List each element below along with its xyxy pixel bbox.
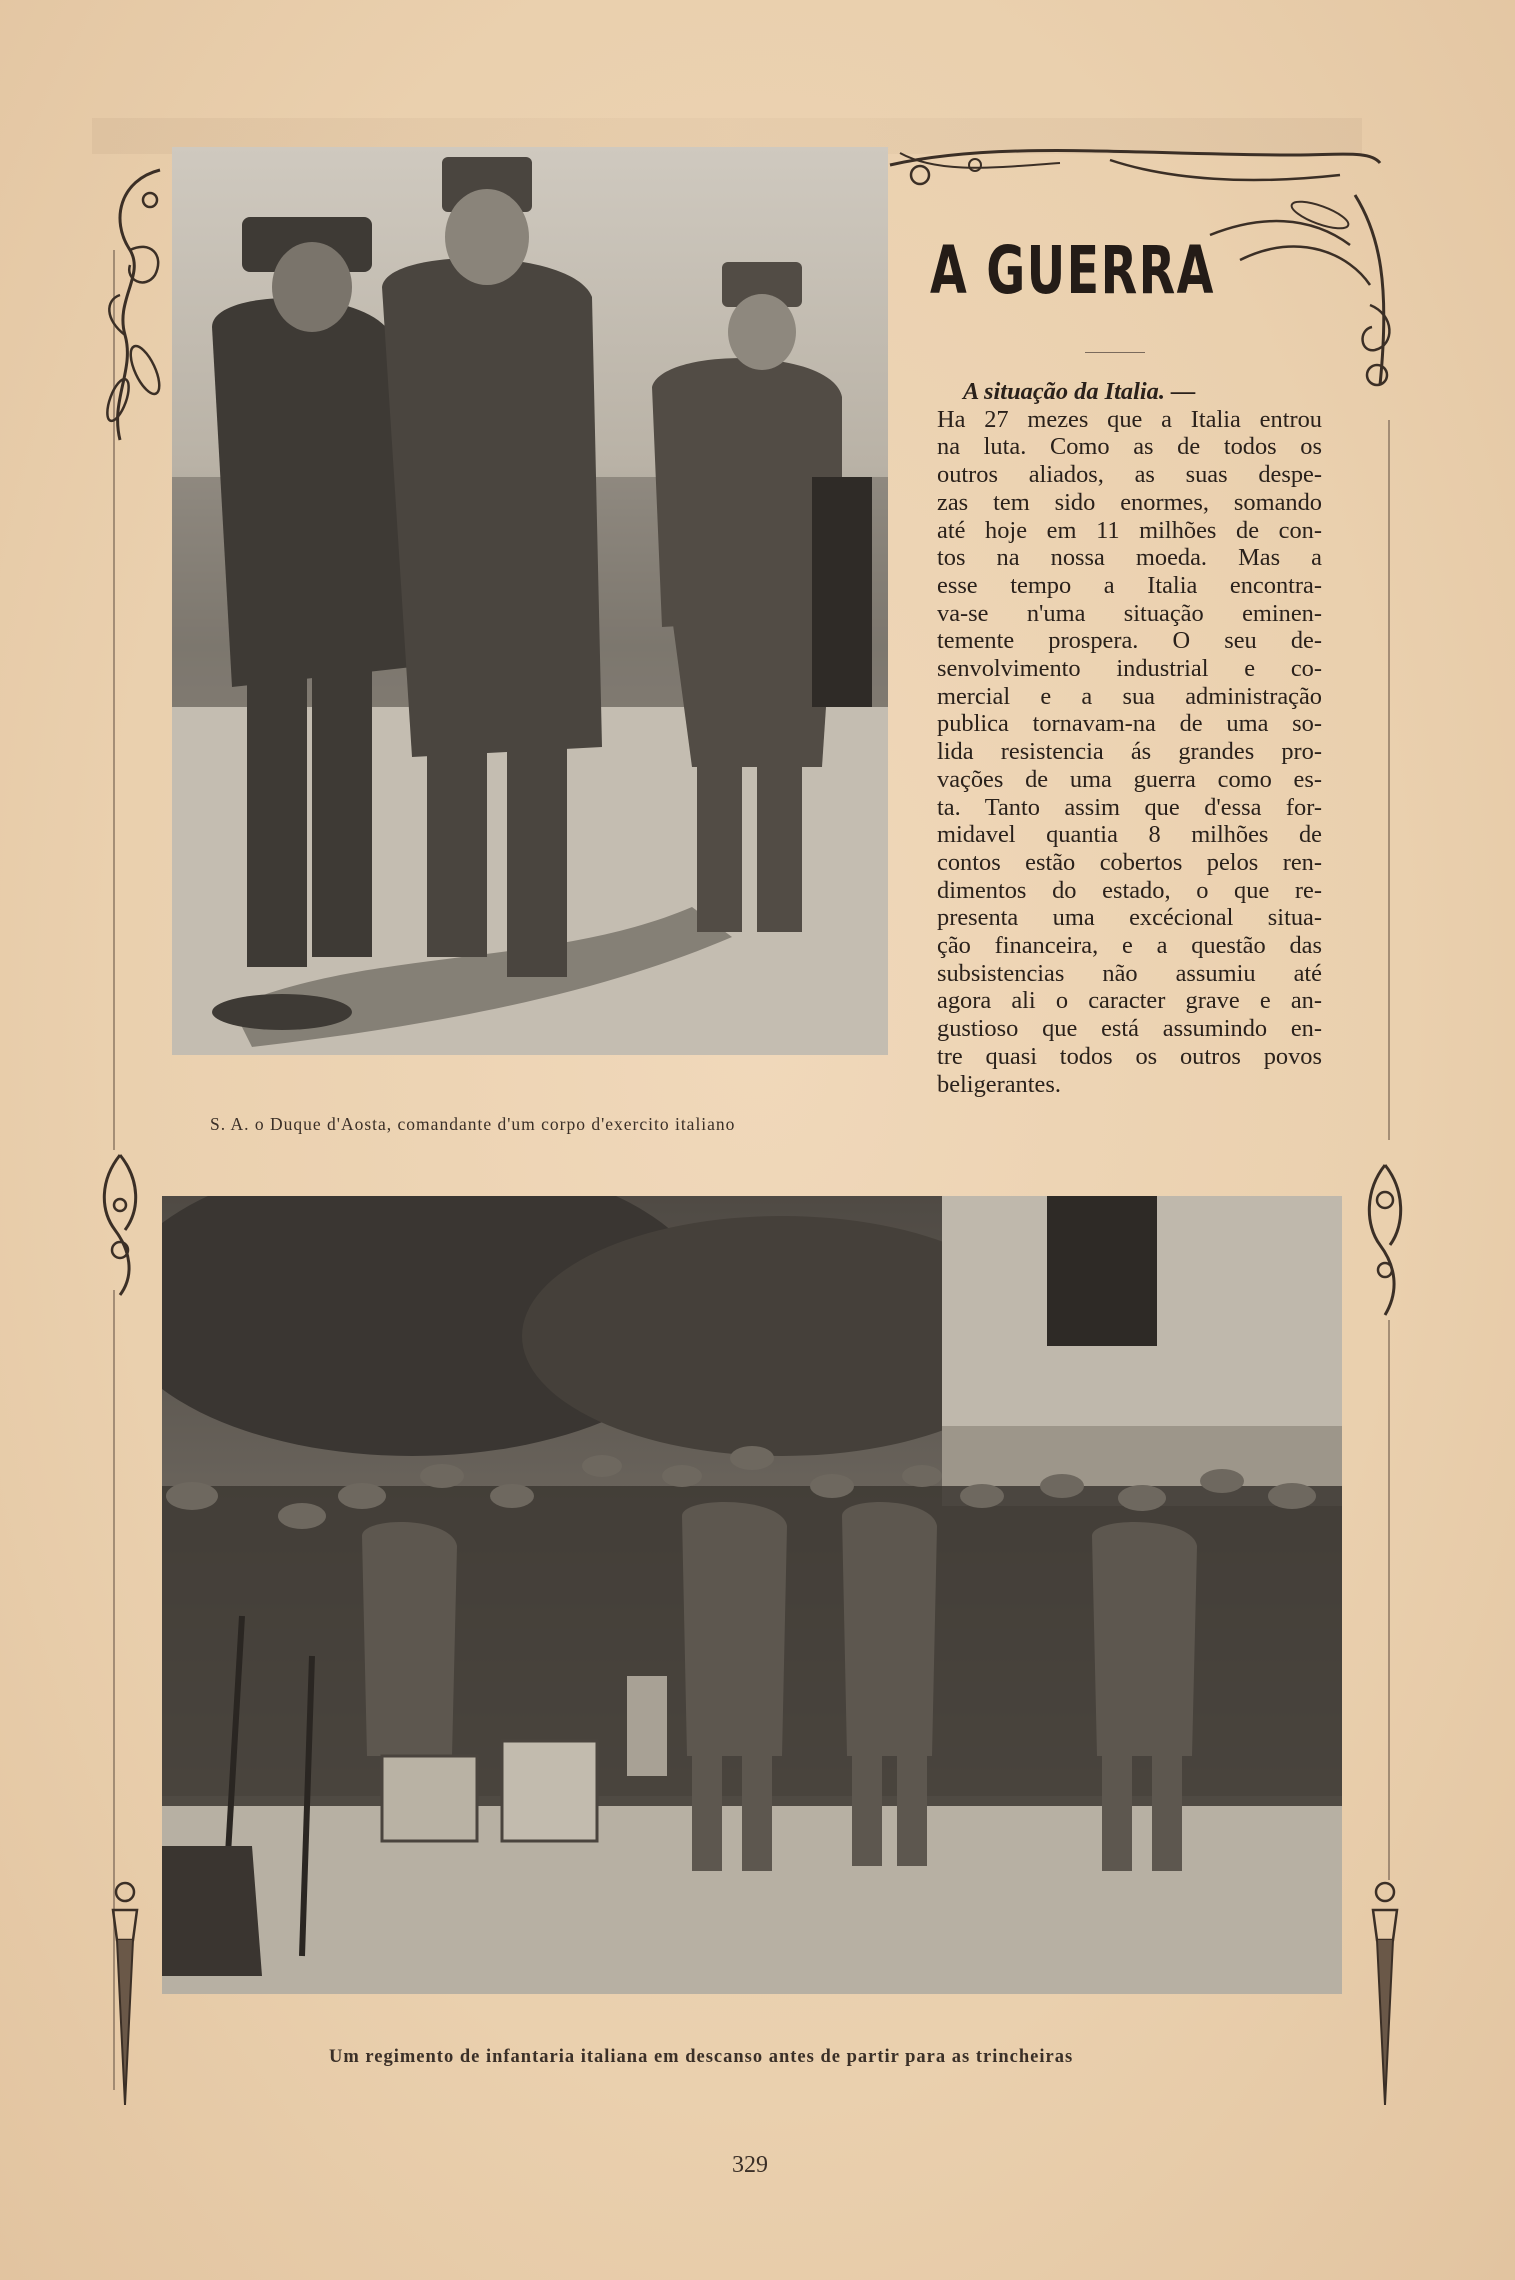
left-middle-scroll-ornament — [95, 1150, 145, 1300]
article-headline: A GUERRA — [930, 232, 1215, 309]
regiment-photo-illustration — [162, 1196, 1342, 1994]
article-line: vações de uma guerra como es- — [937, 765, 1322, 793]
article-line: lida resistencia ás grandes pro- — [937, 738, 1322, 766]
article-body — [937, 378, 1322, 1098]
article-line: ta. Tanto assim que d'essa for- — [937, 793, 1322, 821]
article-line: zas tem sido enormes, somando — [937, 488, 1322, 516]
bottom-photo-caption: Um regimento de infantaria italiana em descanso antes de partir para as trincheiras — [329, 2047, 1074, 2067]
article-line: contos estão cobertos pelos ren- — [937, 848, 1322, 876]
article-line: mercial e a sua administração — [937, 682, 1322, 710]
right-bottom-tassel-ornament — [1365, 1880, 1405, 2110]
article-line: midavel quantia 8 milhões de — [937, 821, 1322, 849]
article-line: na luta. Como as de todos os — [937, 433, 1322, 461]
right-middle-scroll-ornament — [1360, 1160, 1410, 1320]
left-top-floral-ornament — [100, 160, 180, 450]
right-border-rule-lower — [1388, 1320, 1390, 1880]
regiment-photo — [162, 1196, 1342, 1994]
article-line: subsistencias não assumiu até — [937, 959, 1322, 987]
article-line: gustioso que está assumindo en- — [937, 1015, 1322, 1043]
article-line: publica tornavam-na de uma so- — [937, 710, 1322, 738]
headline-divider — [1085, 352, 1145, 353]
top-photo-caption: S. A. o Duque d'Aosta, comandante d'um corpo d'exercito italiano — [210, 1114, 736, 1134]
article-line: beligerantes. — [937, 1070, 1061, 1098]
article-line: agora ali o caracter grave e an- — [937, 987, 1322, 1015]
article-line: tre quasi todos os outros povos — [937, 1042, 1322, 1070]
officers-photo — [172, 147, 888, 1055]
article-line: temente prospera. O seu de- — [937, 627, 1322, 655]
article-line: senvolvimento industrial e co- — [937, 655, 1322, 683]
article-line: presenta uma excécional situa- — [937, 904, 1322, 932]
article-line: até hoje em 11 milhões de con- — [937, 516, 1322, 544]
right-border-rule — [1388, 420, 1390, 1140]
left-bottom-tassel-ornament — [105, 1880, 145, 2110]
article-line: esse tempo a Italia encontra- — [937, 571, 1322, 599]
article-line: outros aliados, as suas despe- — [937, 461, 1322, 489]
article-line: Ha 27 mezes que a Italia entrou — [937, 405, 1322, 433]
article-line: dimentos do estado, o que re- — [937, 876, 1322, 904]
article-line: tos na nossa moeda. Mas a — [937, 544, 1322, 572]
officers-photo-illustration — [172, 147, 888, 1055]
article-line: ção financeira, e a questão das — [937, 932, 1322, 960]
article-lead: A situação da Italia. — — [963, 378, 1196, 405]
article-line: va-se n'uma situação eminen- — [937, 599, 1322, 627]
page-number: 329 — [732, 2152, 768, 2178]
